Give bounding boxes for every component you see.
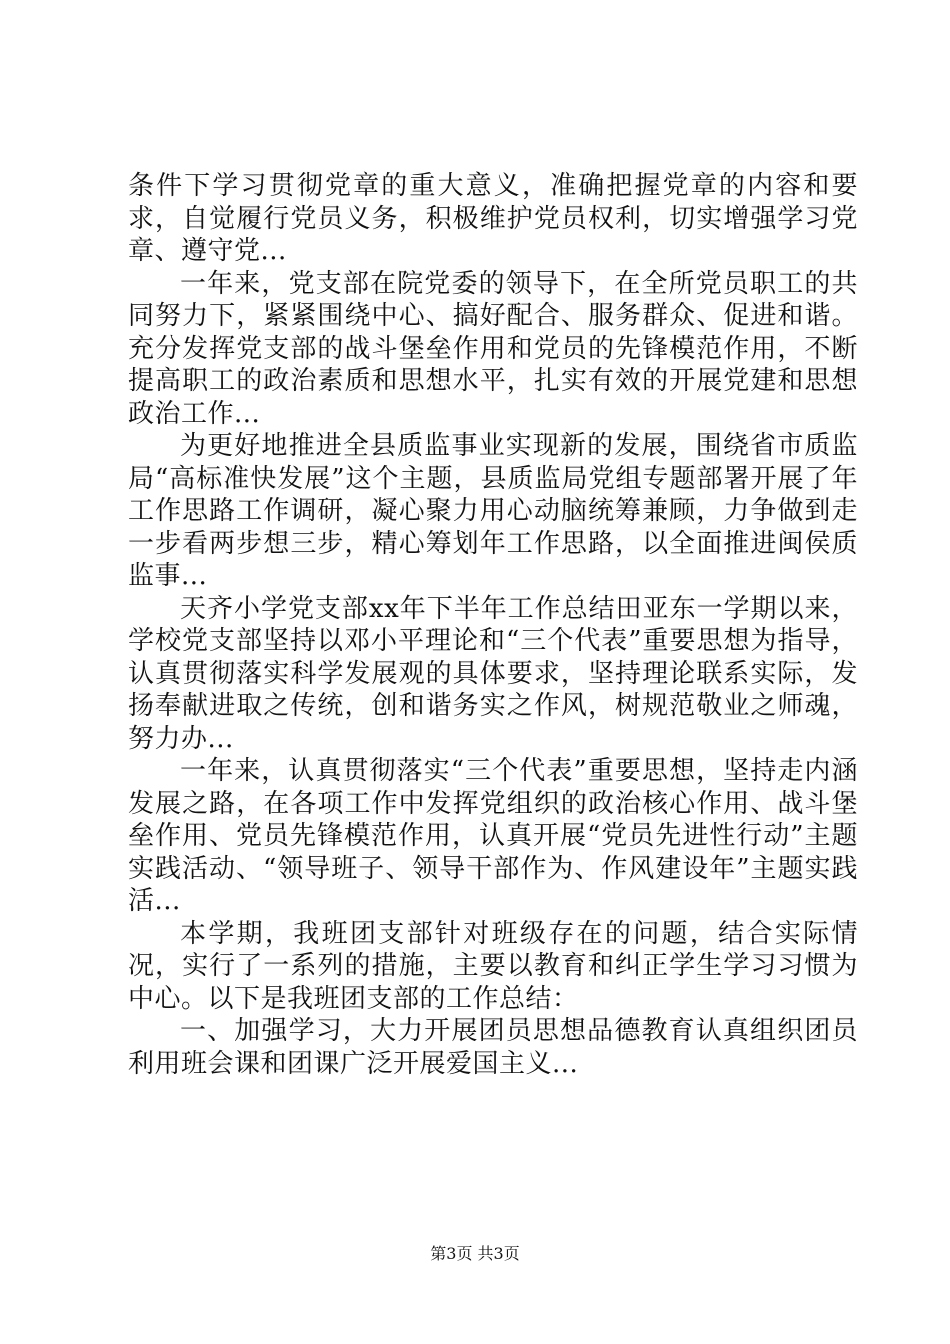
paragraph-7: 一、加强学习，大力开展团员思想品德教育认真组织团员利用班会课和团课广泛开展爱国主义...	[128, 1016, 858, 1079]
paragraph-1: 条件下学习贯彻党章的重大意义，准确把握党章的内容和要求，自觉履行党员义务，积极维护党员权利，切实增强学习党章、遵守党...	[128, 171, 858, 266]
paragraph-3: 为更好地推进全县质监事业实现新的发展，围绕省市质监局“高标准快发展”这个主题，县质监局党组专题部署开展了年工作思路工作调研，凝心聚力用心动脑统筹兼顾，力争做到走一步看两步想三步，精心筹划年工作思路，以全面推进闽侯质监事...	[128, 431, 858, 591]
paragraph-5: 一年来，认真贯彻落实“三个代表”重要思想，坚持走内涵发展之路，在各项工作中发挥党组织的政治核心作用、战斗堡垒作用、党员先锋模范作用，认真开展“党员先进性行动”主题实践活动、“领导班子、领导干部作为、作风建设年”主题实践活...	[128, 756, 858, 916]
paragraph-2: 一年来，党支部在院党委的领导下，在全所党员职工的共同努力下，紧紧围绕中心、搞好配合、服务群众、促进和谐。充分发挥党支部的战斗堡垒作用和党员的先锋模范作用，不断提高职工的政治素质和思想水平，扎实有效的开展党建和思想政治工作...	[128, 268, 858, 429]
page-footer: 第3页 共3页	[430, 1244, 520, 1263]
paragraph-6: 本学期，我班团支部针对班级存在的问题，结合实际情况，实行了一系列的措施，主要以教育和纠正学生学习习惯为中心。以下是我班团支部的工作总结：	[128, 918, 858, 1014]
paragraph-4: 天齐小学党支部xx年下半年工作总结田亚东一学期以来，学校党支部坚持以邓小平理论和“三个代表”重要思想为指导，认真贯彻落实科学发展观的具体要求，坚持理论联系实际，发扬奉献进取之传统，创和谐务实之作风，树规范敬业之师魂，努力办...	[128, 593, 858, 754]
document-body	[128, 170, 858, 1080]
